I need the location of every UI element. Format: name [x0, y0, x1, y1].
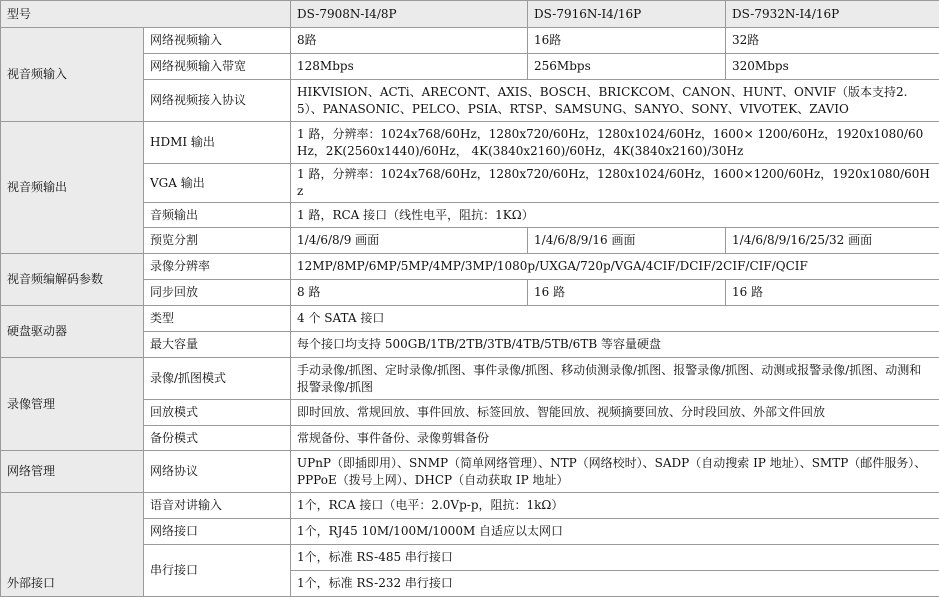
value-cell: 1个，标准 RS-485 串行接口 [291, 545, 939, 571]
value-cell: 1个，RJ45 10M/100M/1000M 自适应以太网口 [291, 519, 939, 545]
value-cell: UPnP（即插即用）、SNMP（简单网络管理）、NTP（网络校时）、SADP（自动搜索 IP 地址）、SMTP（邮件服务）、PPPoE（拨号上网）、DHCP（自动获取 IP 地址） [291, 451, 939, 493]
row-label-backup-mode: 备份模式 [144, 426, 291, 451]
value-cell: HIKVISION、ACTi、ARECONT、AXIS、BOSCH、BRICKCOM、CANON、HUNT、ONVIF（版本支持2.5）、PANASONIC、PELCO、PSIA、RTSP、SAMSUNG、SANYO、SONY、VIVOTEK、ZAVIO [291, 80, 939, 122]
value-cell: 4 个 SATA 接口 [291, 306, 939, 332]
category-recording: 录像管理 [1, 358, 144, 451]
value-cell: 32路 [726, 28, 939, 54]
row-label-net-bandwidth: 网络视频输入带宽 [144, 54, 291, 80]
category-codec: 视音频编解码参数 [1, 254, 144, 306]
table-row [1, 451, 939, 493]
value-cell: 8 路 [291, 280, 528, 306]
value-cell: 1 路，分辨率：1024x768/60Hz，1280x720/60Hz，1280x1024/60Hz，1600× 1200/60Hz，1920x1080/60Hz，2K(2560x1440)/60Hz， 4K(3840x2160)/60Hz，4K(3840x2160)/30Hz [291, 122, 939, 164]
category-network: 网络管理 [1, 451, 144, 493]
value-cell: 1/4/6/8/9/16 画面 [528, 228, 726, 254]
value-cell: 256Mbps [528, 54, 726, 80]
value-cell: 16路 [528, 28, 726, 54]
value-cell: 1个，RCA 接口（电平：2.0Vp-p，阻抗：1kΩ） [291, 493, 939, 519]
value-cell: 1/4/6/8/9/16/25/32 画面 [726, 228, 939, 254]
row-label-net-interface: 网络接口 [144, 519, 291, 545]
model-3: DS-7932N-I4/16P [726, 1, 939, 28]
value-cell: 320Mbps [726, 54, 939, 80]
value-cell: 常规备份、事件备份、录像剪辑备份 [291, 426, 939, 451]
category-av-output: 视音频输出 [1, 122, 144, 254]
value-cell: 8路 [291, 28, 528, 54]
row-label-playback-mode: 回放模式 [144, 400, 291, 426]
value-cell: 12MP/8MP/6MP/5MP/4MP/3MP/1080p/UXGA/720p/VGA/4CIF/DCIF/2CIF/CIF/QCIF [291, 254, 939, 280]
row-label-audio: 音频输出 [144, 203, 291, 228]
row-label-serial: 串行接口 [144, 545, 291, 597]
value-cell: 1/4/6/8/9 画面 [291, 228, 528, 254]
row-label-record-mode: 录像/抓图模式 [144, 358, 291, 400]
row-label-preview: 预览分割 [144, 228, 291, 254]
row-label-hdd-capacity: 最大容量 [144, 332, 291, 358]
table-row [1, 28, 939, 54]
category-av-input: 视音频输入 [1, 28, 144, 122]
value-cell: 手动录像/抓图、定时录像/抓图、事件录像/抓图、移动侦测录像/抓图、报警录像/抓图、动测或报警录像/抓图、动测和报警录像/抓图 [291, 358, 939, 400]
category-hdd: 硬盘驱动器 [1, 306, 144, 358]
value-cell: 1 路，分辨率：1024x768/60Hz，1280x720/60Hz，1280x1024/60Hz，1600×1200/60Hz，1920x1080/60Hz [291, 164, 939, 203]
table-row [1, 306, 939, 332]
category-external: 外部接口 [1, 493, 144, 597]
value-cell: 即时回放、常规回放、事件回放、标签回放、智能回放、视频摘要回放、分时段回放、外部文件回放 [291, 400, 939, 426]
row-label-hdmi: HDMI 输出 [144, 122, 291, 164]
model-1: DS-7908N-I4/8P [291, 1, 528, 28]
table-row [1, 493, 939, 519]
table-row [1, 254, 939, 280]
value-cell: 1 路，RCA 接口（线性电平，阻抗：1KΩ） [291, 203, 939, 228]
row-label-net-protocol: 网络视频接入协议 [144, 80, 291, 122]
value-cell: 128Mbps [291, 54, 528, 80]
row-label-net-video-input: 网络视频输入 [144, 28, 291, 54]
row-label-hdd-type: 类型 [144, 306, 291, 332]
row-label-sync-playback: 同步回放 [144, 280, 291, 306]
row-label-resolution: 录像分辨率 [144, 254, 291, 280]
row-label-talk-input: 语音对讲输入 [144, 493, 291, 519]
value-cell: 每个接口均支持 500GB/1TB/2TB/3TB/4TB/5TB/6TB 等容量硬盘 [291, 332, 939, 358]
table-row [1, 358, 939, 400]
value-cell: 1个，标准 RS-232 串行接口 [291, 571, 939, 597]
header-row [1, 1, 939, 28]
model-2: DS-7916N-I4/16P [528, 1, 726, 28]
value-cell: 16 路 [726, 280, 939, 306]
table-row [1, 122, 939, 164]
value-cell: 16 路 [528, 280, 726, 306]
model-label: 型号 [1, 1, 291, 28]
row-label-net-protocols: 网络协议 [144, 451, 291, 493]
row-label-vga: VGA 输出 [144, 164, 291, 203]
